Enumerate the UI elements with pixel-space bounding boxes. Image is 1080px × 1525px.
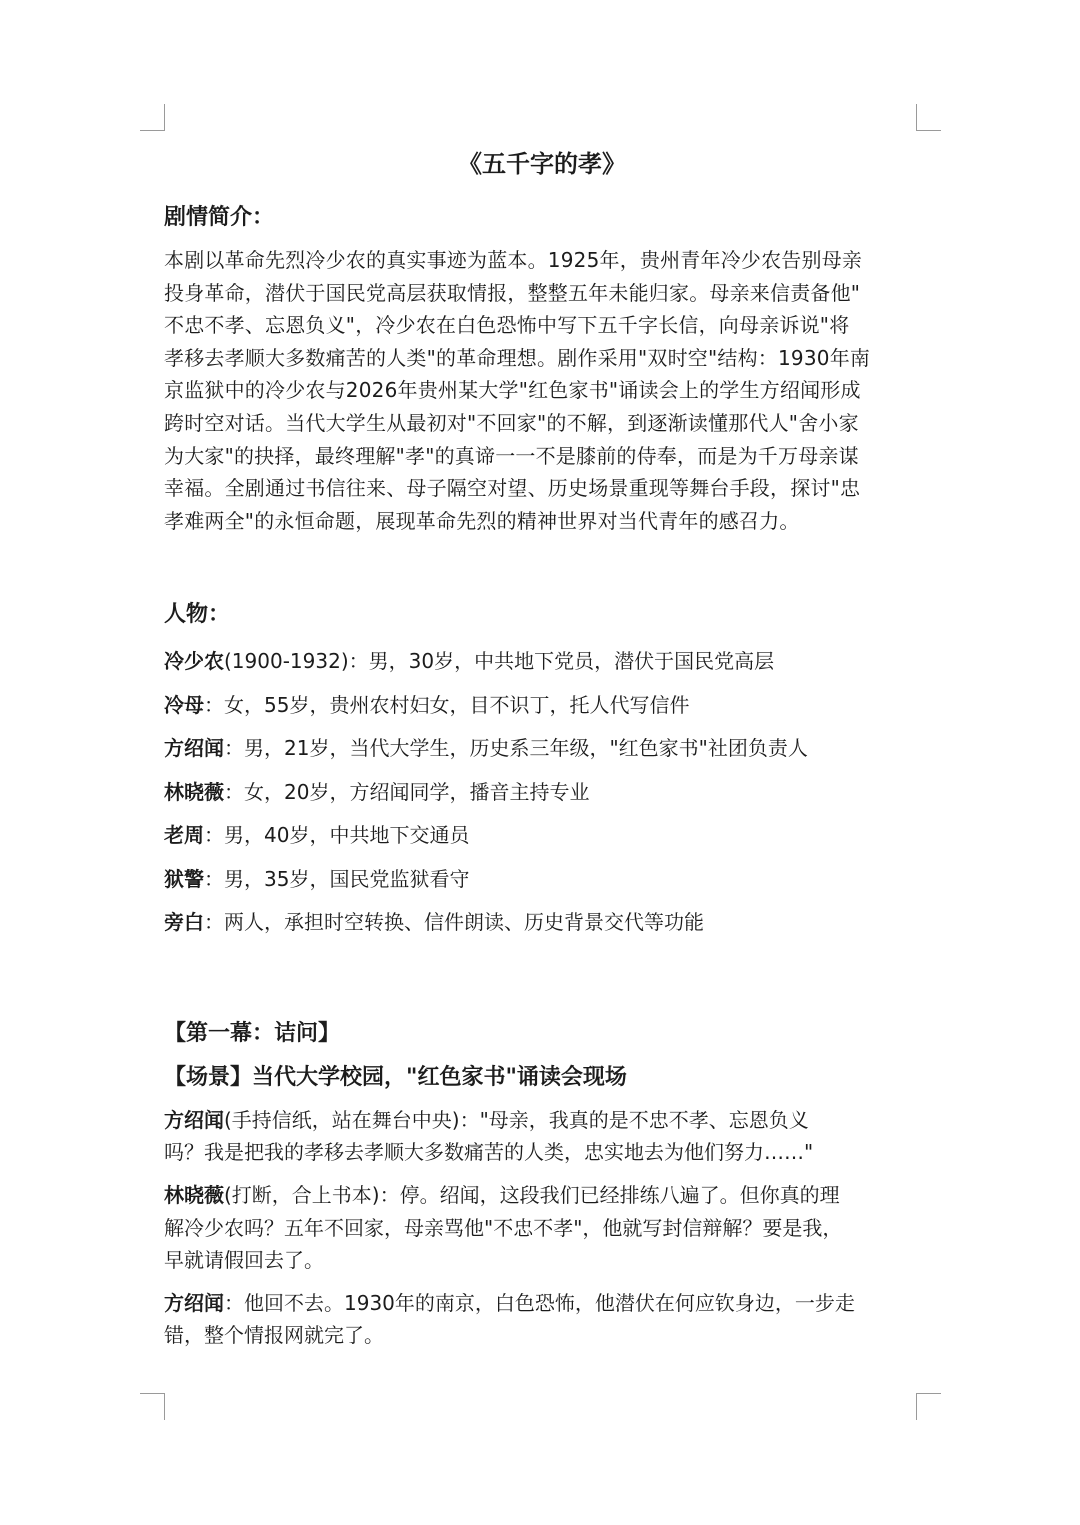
character-name: 狱警 xyxy=(164,866,204,891)
character-item xyxy=(164,906,920,950)
dialogue-line: 吗？我是把我的孝移去孝顺大多数痛苦的人类，忠实地去为他们努力……" xyxy=(164,1140,814,1165)
character-item xyxy=(164,863,920,907)
character-desc: ：两人，承担时空转换、信件朗读、历史背景交代等功能 xyxy=(204,910,704,935)
dialogue-item xyxy=(164,1104,920,1169)
crop-mark-top-right xyxy=(916,104,941,131)
character-name: 方绍闻 xyxy=(164,736,224,761)
characters-heading: 人物： xyxy=(164,602,231,628)
dialogue-line: (打断，合上书本)：停。绍闻，这段我们已经排练八遍了。但你真的理 xyxy=(224,1183,840,1208)
scene-heading: 【场景】当代大学校园，"红色家书"诵读会现场 xyxy=(164,1064,627,1090)
character-name: 林晓薇 xyxy=(164,779,224,804)
plot-line: 不忠不孝、忘恩负义"，冷少农在白色恐怖中写下五千字长信，向母亲诉说"将 xyxy=(164,313,850,338)
plot-paragraph xyxy=(164,244,920,537)
dialogue-line: 解冷少农吗？五年不回家，母亲骂他"不忠不孝"，他就写封信辩解？要是我， xyxy=(164,1215,843,1240)
plot-heading: 剧情简介： xyxy=(164,205,275,230)
plot-line: 孝难两全"的永恒命题，展现革命先烈的精神世界对当代青年的感召力。 xyxy=(164,508,800,533)
dialogue-speaker: 方绍闻 xyxy=(164,1290,224,1315)
dialogue-item xyxy=(164,1179,920,1277)
dialogue-item xyxy=(164,1287,920,1352)
dialogue-speaker: 林晓薇 xyxy=(164,1183,224,1208)
dialogue-line: 错，整个情报网就完了。 xyxy=(164,1323,384,1348)
character-name: 老周 xyxy=(164,823,204,848)
plot-line: 幸福。全剧通过书信往来、母子隔空对望、历史场景重现等舞台手段，探讨"忠 xyxy=(164,476,861,501)
document-title: 《五千字的孝》 xyxy=(458,150,626,178)
character-item xyxy=(164,732,920,776)
character-name: 冷少农 xyxy=(164,649,224,674)
character-name: 旁白 xyxy=(164,910,204,935)
character-desc: ：男，21岁，当代大学生，历史系三年级，"红色家书"社团负责人 xyxy=(224,736,808,761)
character-item xyxy=(164,689,920,733)
character-desc: (1900-1932)：男，30岁，中共地下党员，潜伏于国民党高层 xyxy=(224,649,775,674)
character-desc: ：女，55岁，贵州农村妇女，目不识丁，托人代写信件 xyxy=(204,692,690,717)
crop-mark-bottom-right xyxy=(916,1393,941,1420)
character-desc: ：女，20岁，方绍闻同学，播音主持专业 xyxy=(224,779,590,804)
crop-mark-top-left xyxy=(140,104,165,131)
dialogue-speaker: 方绍闻 xyxy=(164,1107,224,1132)
dialogue-line: (手持信纸，站在舞台中央)："母亲，我真的是不忠不孝、忘恩负义 xyxy=(224,1107,809,1132)
plot-line: 跨时空对话。当代大学生从最初对"不回家"的不解，到逐渐读懂那代人"舍小家 xyxy=(164,410,859,435)
crop-mark-bottom-left xyxy=(140,1393,165,1420)
document-body xyxy=(164,142,920,1362)
plot-line: 本剧以革命先烈冷少农的真实事迹为蓝本。1925年，贵州青年冷少农告别母亲 xyxy=(164,248,863,272)
dialogue-line: 早就请假回去了。 xyxy=(164,1248,324,1273)
dialogue-line: ：他回不去。1930年的南京，白色恐怖，他潜伏在何应钦身边，一步走 xyxy=(224,1290,855,1315)
plot-line: 京监狱中的冷少农与2026年贵州某大学"红色家书"诵读会上的学生方绍闻形成 xyxy=(164,378,861,403)
plot-line: 投身革命，潜伏于国民党高层获取情报，整整五年未能归家。母亲来信责备他" xyxy=(164,280,861,305)
act-heading: 【第一幕：诘问】 xyxy=(164,1020,341,1046)
character-name: 冷母 xyxy=(164,692,204,717)
character-desc: ：男，40岁，中共地下交通员 xyxy=(204,823,470,848)
character-item xyxy=(164,645,920,689)
plot-line: 为大家"的抉择，最终理解"孝"的真谛一一不是膝前的侍奉，而是为千万母亲谋 xyxy=(164,443,859,468)
character-item xyxy=(164,819,920,863)
character-desc: ：男，35岁，国民党监狱看守 xyxy=(204,866,470,891)
character-item xyxy=(164,776,920,820)
plot-line: 孝移去孝顺大多数痛苦的人类"的革命理想。剧作采用"双时空"结构：1930年南 xyxy=(164,345,871,370)
dialogue-list xyxy=(164,1104,920,1352)
character-list xyxy=(164,645,920,950)
